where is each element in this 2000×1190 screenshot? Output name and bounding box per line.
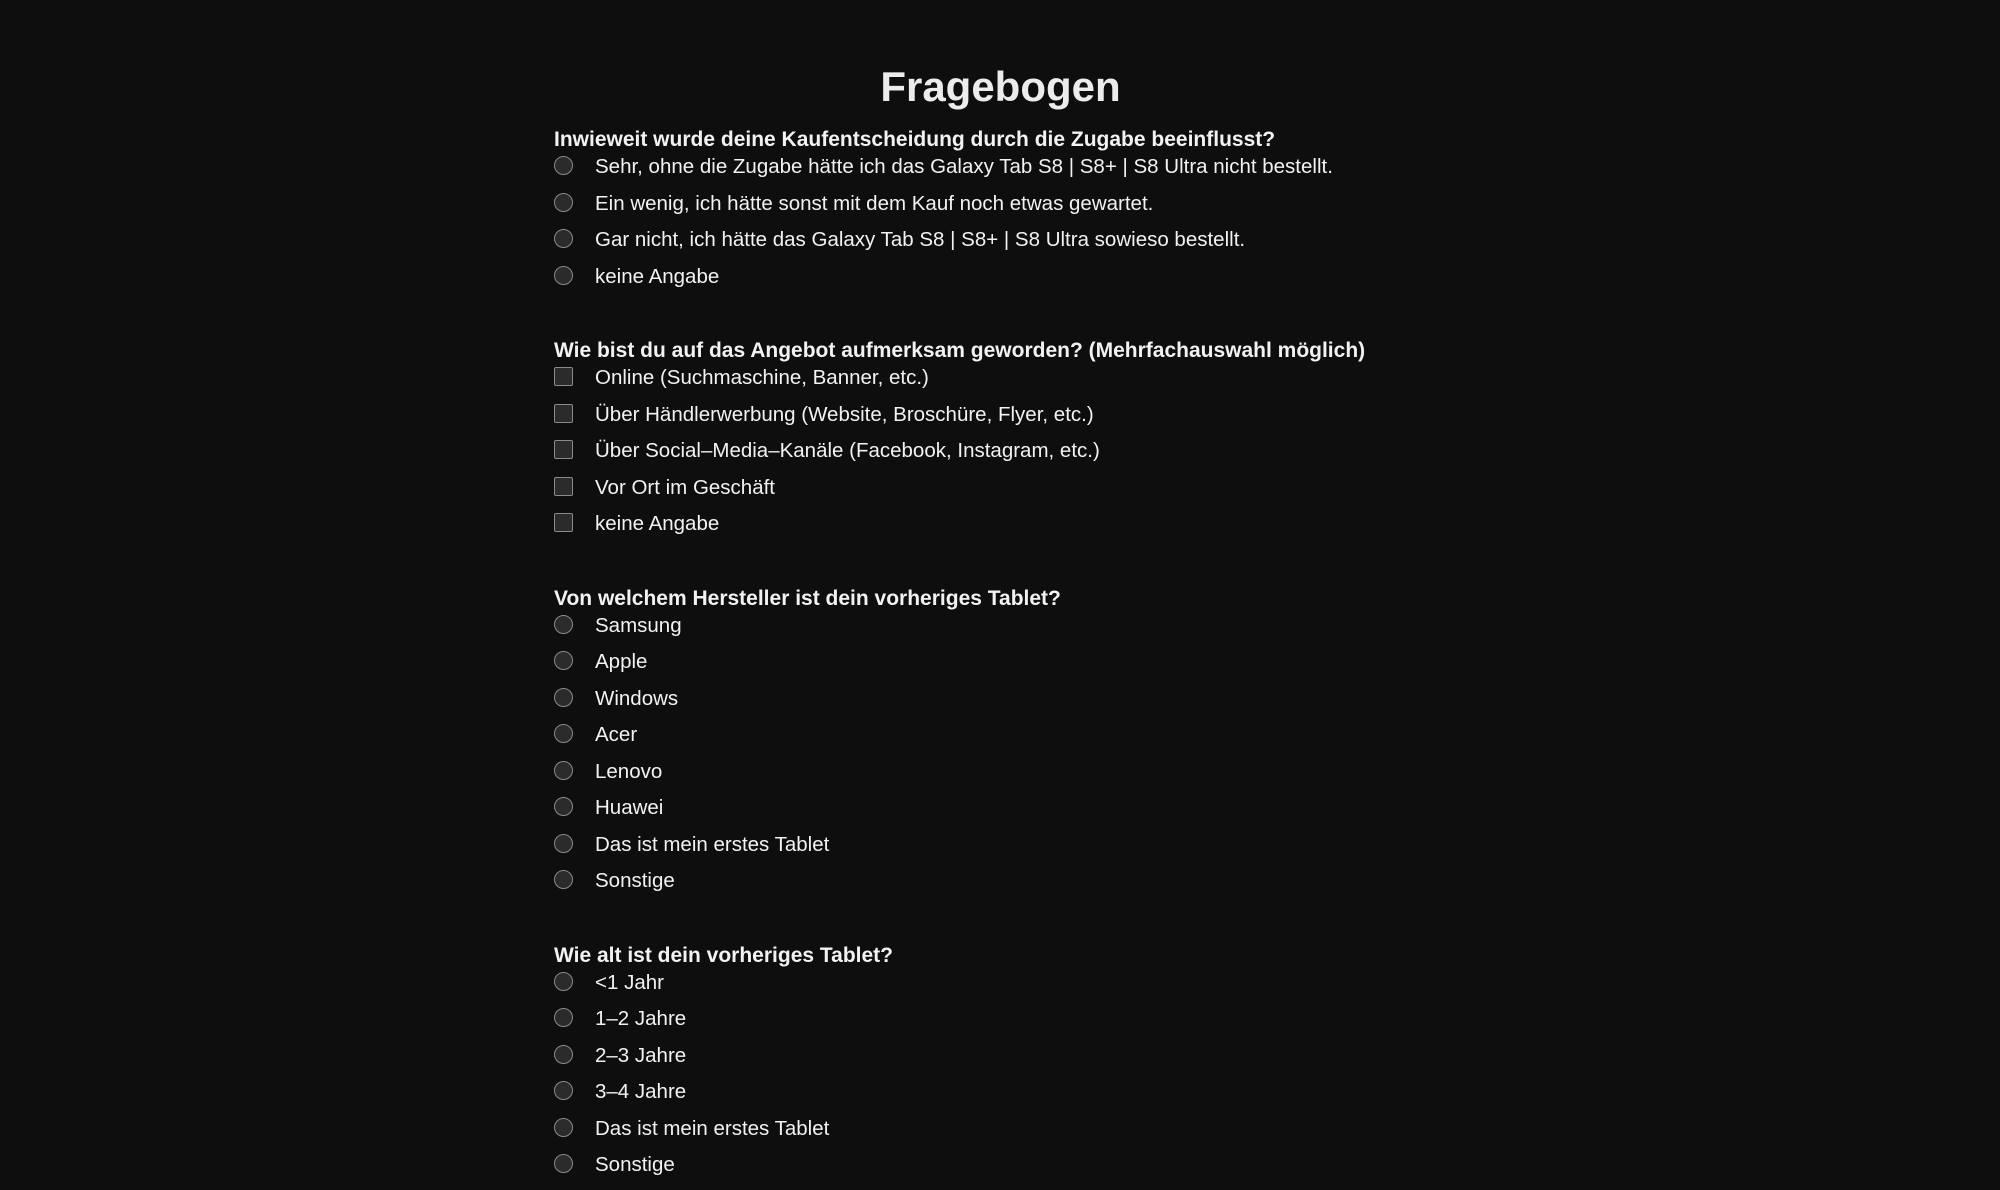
question-label: Von welchem Hersteller ist dein vorheriges Tablet? xyxy=(554,586,1061,610)
options-list xyxy=(554,366,1454,549)
option-label: Sonstige xyxy=(595,869,675,892)
radio-button[interactable] xyxy=(554,193,573,212)
question-label: Wie alt ist dein vorheriges Tablet? xyxy=(554,943,893,967)
option-label: Huawei xyxy=(595,796,664,819)
option-label: Gar nicht, ich hätte das Galaxy Tab S8 | S8+ | S8 Ultra sowieso bestellt. xyxy=(595,228,1246,251)
page-title: Fragebogen xyxy=(880,63,1121,110)
option-label: Ein wenig, ich hätte sonst mit dem Kauf noch etwas gewartet. xyxy=(595,191,1154,215)
option-row[interactable] xyxy=(554,650,1454,687)
radio-button[interactable] xyxy=(554,688,573,707)
option-label: 1–2 Jahre xyxy=(595,1007,687,1030)
radio-button[interactable] xyxy=(554,651,573,670)
radio-button[interactable] xyxy=(554,870,573,889)
option-row[interactable] xyxy=(554,971,1454,1008)
option-label: Das ist mein erstes Tablet xyxy=(595,832,830,856)
questionnaire-form xyxy=(554,55,1454,1190)
option-label: Sehr, ohne die Zugabe hätte ich das Galaxy Tab S8 | S8+ | S8 Ultra nicht bestellt. xyxy=(595,155,1333,178)
option-row[interactable] xyxy=(554,265,1454,302)
checkbox[interactable] xyxy=(554,404,573,423)
option-label: Sonstige xyxy=(595,1153,675,1176)
option-row[interactable] xyxy=(554,1117,1454,1154)
checkbox[interactable] xyxy=(554,440,573,459)
option-label: Das ist mein erstes Tablet xyxy=(595,1116,830,1140)
options-list xyxy=(554,971,1454,1190)
option-label: Lenovo xyxy=(595,759,663,783)
question-purchase-influence xyxy=(554,125,1454,301)
option-label: Acer xyxy=(595,723,638,746)
option-row[interactable] xyxy=(554,1153,1454,1190)
radio-button[interactable] xyxy=(554,229,573,248)
checkbox[interactable] xyxy=(554,513,573,532)
option-row[interactable] xyxy=(554,1044,1454,1081)
question-label: Inwieweit wurde deine Kaufentscheidung durch die Zugabe beeinflusst? xyxy=(554,128,1276,151)
option-row[interactable] xyxy=(554,869,1454,906)
question-label: Wie bist du auf das Angebot aufmerksam geworden? (Mehrfachauswahl möglich) xyxy=(554,339,1366,362)
radio-button[interactable] xyxy=(554,834,573,853)
option-label: <1 Jahr xyxy=(595,970,664,994)
question-previous-tablet-age xyxy=(554,941,1454,1190)
options-list xyxy=(554,155,1454,301)
option-label: Vor Ort im Geschäft xyxy=(595,475,775,499)
option-label: Apple xyxy=(595,650,648,673)
radio-button[interactable] xyxy=(554,797,573,816)
radio-button[interactable] xyxy=(554,156,573,175)
radio-button[interactable] xyxy=(554,1045,573,1064)
radio-button[interactable] xyxy=(554,266,573,285)
checkbox[interactable] xyxy=(554,477,573,496)
option-row[interactable] xyxy=(554,614,1454,651)
option-label: 3–4 Jahre xyxy=(595,1080,687,1103)
option-label: keine Angabe xyxy=(595,264,720,288)
option-label: 2–3 Jahre xyxy=(595,1043,687,1067)
options-list xyxy=(554,614,1454,906)
question-previous-manufacturer xyxy=(554,584,1454,906)
option-row[interactable] xyxy=(554,760,1454,797)
question-offer-source xyxy=(554,336,1454,549)
option-row[interactable] xyxy=(554,512,1454,549)
radio-button[interactable] xyxy=(554,1118,573,1137)
option-label: keine Angabe xyxy=(595,512,720,535)
option-row[interactable] xyxy=(554,687,1454,724)
radio-button[interactable] xyxy=(554,761,573,780)
radio-button[interactable] xyxy=(554,972,573,991)
option-label: Über Social–Media–Kanäle (Facebook, Instagram, etc.) xyxy=(595,439,1100,462)
option-row[interactable] xyxy=(554,1007,1454,1044)
option-label: Windows xyxy=(595,686,679,710)
radio-button[interactable] xyxy=(554,1081,573,1100)
radio-button[interactable] xyxy=(554,724,573,743)
option-label: Über Händlerwerbung (Website, Broschüre, Flyer, etc.) xyxy=(595,402,1094,426)
option-row[interactable] xyxy=(554,833,1454,870)
option-label: Samsung xyxy=(595,613,682,637)
checkbox[interactable] xyxy=(554,367,573,386)
radio-button[interactable] xyxy=(554,1008,573,1027)
radio-button[interactable] xyxy=(554,615,573,634)
option-row[interactable] xyxy=(554,723,1454,760)
option-label: Online (Suchmaschine, Banner, etc.) xyxy=(595,366,929,389)
radio-button[interactable] xyxy=(554,1154,573,1173)
